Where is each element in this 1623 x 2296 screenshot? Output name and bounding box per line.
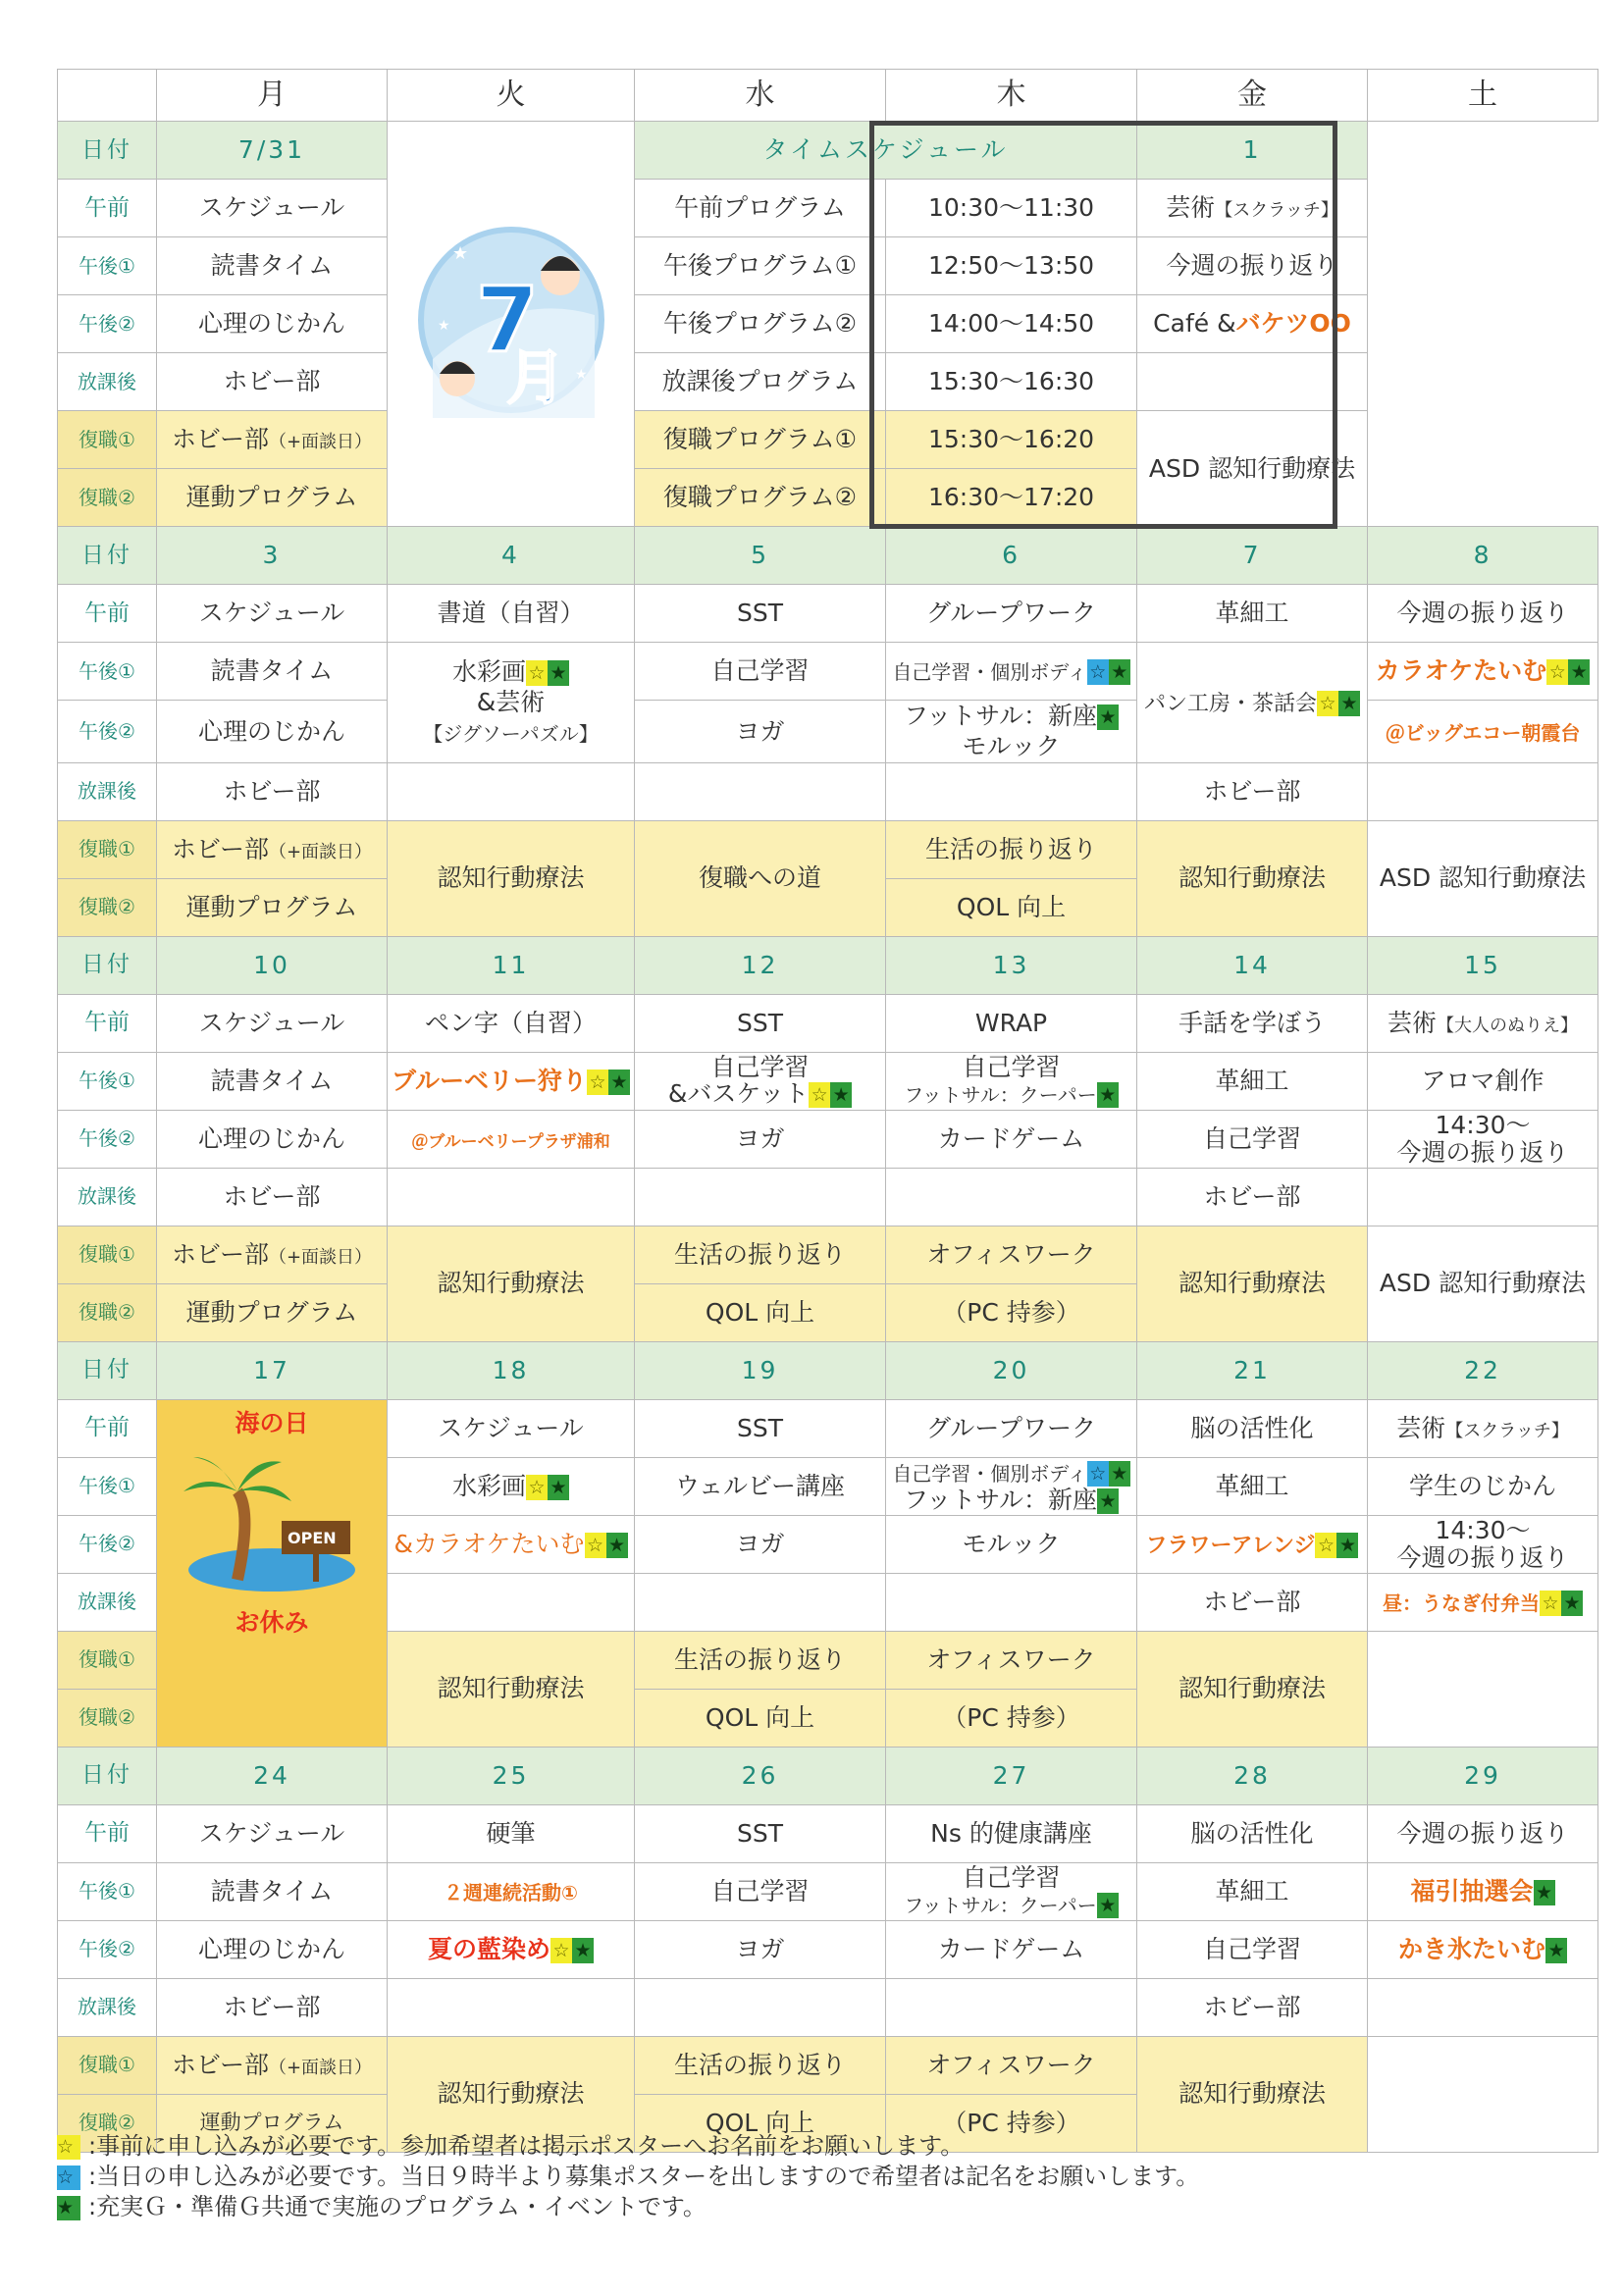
- program-cell: 芸術【スクラッチ】: [1368, 1399, 1598, 1457]
- program-cell: 生活の振り返り: [635, 2036, 886, 2094]
- date-cell: 26: [635, 1747, 886, 1804]
- program-cell: ホビー部（+面談日）: [157, 411, 388, 469]
- row-label-pm2: 午後②: [58, 701, 157, 763]
- ts-time: 15:30〜16:20: [886, 411, 1137, 469]
- program-cell: QOL 向上: [635, 1283, 886, 1341]
- star-yellow-icon: ☆: [1315, 1533, 1336, 1558]
- program-cell: QOL 向上: [886, 878, 1137, 936]
- month-logo-cell: [388, 122, 635, 527]
- week5-pm2-row: [58, 1920, 1598, 1978]
- program-cell: ASD 認知行動療法: [1137, 411, 1368, 527]
- star-green-icon: ★: [1097, 704, 1119, 730]
- ts-name: 午前プログラム: [635, 180, 886, 237]
- row-label-after: 放課後: [58, 1168, 157, 1226]
- program-cell: （PC 持参）: [886, 1283, 1137, 1341]
- logo-text: 7: [475, 268, 542, 374]
- row-label-pm2: 午後②: [58, 1515, 157, 1573]
- day-header-fri: 金: [1137, 70, 1368, 122]
- svg-text:月: 月: [505, 344, 568, 414]
- date-cell: 11: [388, 936, 635, 994]
- program-cell: フラワーアレンジ ☆ ★: [1137, 1515, 1368, 1573]
- date-cell: 19: [635, 1341, 886, 1399]
- legend: [57, 2131, 1199, 2222]
- row-label-after: 放課後: [58, 762, 157, 820]
- star-yellow-icon: ☆: [1540, 1591, 1561, 1616]
- program-cell: 生活の振り返り: [635, 1631, 886, 1689]
- program-cell: カードゲーム: [886, 1110, 1137, 1168]
- program-cell: 自己学習 フットサル：クーパー ★: [886, 1862, 1137, 1920]
- program-cell: 復職への道: [635, 820, 886, 936]
- week5-am-row: [58, 1804, 1598, 1862]
- date-cell: 21: [1137, 1341, 1368, 1399]
- week4-am-row: [58, 1399, 1598, 1457]
- program-cell: ウェルビー講座: [635, 1457, 886, 1515]
- day-header-thu: 木: [886, 70, 1137, 122]
- program-cell: 読書タイム: [157, 1052, 388, 1110]
- star-green-icon: ★: [606, 1533, 628, 1558]
- program-cell: 心理のじかん: [157, 701, 388, 763]
- star-yellow-icon: ☆: [809, 1082, 830, 1108]
- row-label-am: 午前: [58, 994, 157, 1052]
- row-label-after: 放課後: [58, 1978, 157, 2036]
- star-yellow-icon: ☆: [526, 1475, 548, 1500]
- row-label-pm1: 午後①: [58, 643, 157, 701]
- date-cell: 14: [1137, 936, 1368, 994]
- program-cell: 認知行動療法: [1137, 1226, 1368, 1341]
- date-cell: 17: [157, 1341, 388, 1399]
- program-cell: ヨガ: [635, 1920, 886, 1978]
- program-cell: ホビー部: [157, 1978, 388, 2036]
- star-yellow-icon: ☆: [57, 2135, 80, 2160]
- date-cell: 28: [1137, 1747, 1368, 1804]
- row-label-re2: 復職②: [58, 1689, 157, 1747]
- program-cell: 自己学習: [635, 643, 886, 701]
- star-yellow-icon: ☆: [1317, 691, 1338, 716]
- program-cell: 革細工: [1137, 1457, 1368, 1515]
- week2-after-row: [58, 762, 1598, 820]
- row-label-am: 午前: [58, 585, 157, 643]
- timeschedule-title: タイムスケジュール: [635, 122, 1137, 180]
- week1-re1-row: [58, 411, 1598, 469]
- program-cell: QOL 向上: [635, 1689, 886, 1747]
- legend-item-green: ★ :充実Ｇ・準備Ｇ共通で実施のプログラム・イベントです。: [57, 2193, 707, 2220]
- weekday-header-row: [58, 70, 1598, 122]
- row-label-re1: 復職①: [58, 1631, 157, 1689]
- star-green-icon: ★: [1534, 1880, 1555, 1905]
- empty-cell: [635, 1168, 886, 1226]
- program-cell: ホビー部（+面談日）: [157, 1226, 388, 1283]
- svg-text:★: ★: [451, 243, 471, 265]
- star-green-icon: ★: [1336, 1533, 1358, 1558]
- program-cell: スケジュール: [157, 994, 388, 1052]
- empty-cell: [1368, 1168, 1598, 1226]
- row-label-am: 午前: [58, 180, 157, 237]
- program-cell: 自己学習 &バスケット ☆ ★: [635, 1052, 886, 1110]
- program-cell: グループワーク: [886, 1399, 1137, 1457]
- program-cell: ASD 認知行動療法: [1368, 820, 1598, 936]
- program-cell: 読書タイム: [157, 1862, 388, 1920]
- row-label-re2: 復職②: [58, 2094, 157, 2152]
- week2-pm1-row: [58, 643, 1598, 701]
- program-cell: 革細工: [1137, 1862, 1368, 1920]
- star-yellow-icon: ☆: [550, 1938, 572, 1963]
- program-cell: SST: [635, 994, 886, 1052]
- program-cell: 運動プログラム: [157, 878, 388, 936]
- program-cell: 自己学習 フットサル：クーパー ★: [886, 1052, 1137, 1110]
- program-cell: スケジュール: [157, 1804, 388, 1862]
- program-cell: ２週連続活動①: [388, 1862, 635, 1920]
- star-green-icon: ★: [1097, 1488, 1119, 1514]
- row-label-pm1: 午後①: [58, 237, 157, 295]
- ts-name: 午後プログラム②: [635, 295, 886, 353]
- program-cell: 運動プログラム: [157, 469, 388, 527]
- empty-cell: [1368, 1978, 1598, 2036]
- program-cell: 14:30〜 今週の振り返り: [1368, 1110, 1598, 1168]
- row-label-re2: 復職②: [58, 1283, 157, 1341]
- star-green-icon: ★: [1097, 1893, 1119, 1918]
- week3-pm2-row: [58, 1110, 1598, 1168]
- week1-am-row: [58, 180, 1598, 237]
- program-cell: 14:30〜 今週の振り返り: [1368, 1515, 1598, 1573]
- program-cell: 自己学習・個別ボディ ☆ ★: [886, 643, 1137, 701]
- star-green-icon: ★: [548, 1475, 569, 1500]
- program-cell: （PC 持参）: [886, 1689, 1137, 1747]
- date-cell: 10: [157, 936, 388, 994]
- ts-time: 16:30〜17:20: [886, 469, 1137, 527]
- program-cell: オフィスワーク: [886, 1631, 1137, 1689]
- star-green-icon: ★: [1338, 691, 1360, 716]
- week5-date-row: [58, 1747, 1598, 1804]
- program-cell: 福引抽選会 ★: [1368, 1862, 1598, 1920]
- program-cell: 認知行動療法: [1137, 2036, 1368, 2152]
- week5-re1-row: [58, 2036, 1598, 2094]
- program-cell: 自己学習: [1137, 1110, 1368, 1168]
- star-blue-icon: ☆: [57, 2166, 80, 2190]
- star-yellow-icon: ☆: [526, 660, 548, 686]
- program-cell: ホビー部: [1137, 1168, 1368, 1226]
- row-label-pm2: 午後②: [58, 295, 157, 353]
- week3-re1-row: [58, 1226, 1598, 1283]
- date-cell: 24: [157, 1747, 388, 1804]
- program-cell: 運動プログラム: [157, 1283, 388, 1341]
- program-cell: ホビー部: [1137, 1978, 1368, 2036]
- program-cell: 脳の活性化: [1137, 1399, 1368, 1457]
- program-cell: ホビー部: [157, 1168, 388, 1226]
- program-cell: 書道（自習）: [388, 585, 635, 643]
- program-cell: 読書タイム: [157, 237, 388, 295]
- date-cell: 27: [886, 1747, 1137, 1804]
- program-cell: 水彩画 ☆ ★ &芸術 【ジグソーパズル】: [388, 643, 635, 763]
- program-cell: Ns 的健康講座: [886, 1804, 1137, 1862]
- row-label-pm2: 午後②: [58, 1920, 157, 1978]
- date-cell: 1: [1137, 122, 1368, 180]
- week5-pm1-row: [58, 1862, 1598, 1920]
- day-header-tue: 火: [388, 70, 635, 122]
- program-cell: フットサル：新座 ★ モルック: [886, 701, 1137, 763]
- row-label-after: 放課後: [58, 1573, 157, 1631]
- program-cell: 自己学習: [1137, 1920, 1368, 1978]
- row-label-pm2: 午後②: [58, 1110, 157, 1168]
- week3-am-row: [58, 994, 1598, 1052]
- row-label-after: 放課後: [58, 353, 157, 411]
- program-cell: （PC 持参）: [886, 2094, 1137, 2152]
- week5-after-row: [58, 1978, 1598, 2036]
- star-blue-icon: ☆: [1087, 659, 1109, 685]
- empty-cell: [886, 1978, 1137, 2036]
- empty-cell: [388, 1168, 635, 1226]
- empty-cell: [1137, 353, 1368, 411]
- svg-text:★: ★: [437, 318, 453, 335]
- program-cell: ASD 認知行動療法: [1368, 1226, 1598, 1341]
- row-label-date: 日付: [58, 122, 157, 180]
- date-cell: 4: [388, 527, 635, 585]
- holiday-title: 海の日: [235, 1408, 309, 1437]
- beach-palm-illustration: [179, 1452, 365, 1599]
- program-cell: 硬筆: [388, 1804, 635, 1862]
- program-cell: ホビー部（+面談日）: [157, 820, 388, 878]
- program-cell: ヨガ: [635, 1110, 886, 1168]
- program-cell: スケジュール: [388, 1399, 635, 1457]
- date-cell: 7: [1137, 527, 1368, 585]
- date-cell: 18: [388, 1341, 635, 1399]
- holiday-closed: お休み: [235, 1607, 309, 1637]
- ts-name: 復職プログラム①: [635, 411, 886, 469]
- program-cell: ＠ブルーベリープラザ浦和: [388, 1110, 635, 1168]
- program-cell: 芸術【大人のぬりえ】: [1368, 994, 1598, 1052]
- program-cell: ヨガ: [635, 701, 886, 763]
- row-label-date: 日付: [58, 1747, 157, 1804]
- program-cell: カラオケたいむ ☆ ★: [1368, 643, 1598, 701]
- date-cell: 13: [886, 936, 1137, 994]
- week2-am-row: [58, 585, 1598, 643]
- program-cell: 革細工: [1137, 585, 1368, 643]
- day-header-sat: 土: [1368, 70, 1598, 122]
- program-cell: 心理のじかん: [157, 1110, 388, 1168]
- program-cell: SST: [635, 585, 886, 643]
- program-cell: 運動プログラム: [157, 2094, 388, 2152]
- ts-time: 10:30〜11:30: [886, 180, 1137, 237]
- program-cell: 昼：うなぎ付弁当 ☆ ★: [1368, 1573, 1598, 1631]
- date-cell: 8: [1368, 527, 1598, 585]
- row-label-pm1: 午後①: [58, 1052, 157, 1110]
- empty-cell: [635, 1573, 886, 1631]
- ts-time: 14:00〜14:50: [886, 295, 1137, 353]
- empty-cell: [388, 1978, 635, 2036]
- program-cell: 手話を学ぼう: [1137, 994, 1368, 1052]
- program-cell: QOL 向上: [635, 2094, 886, 2152]
- program-cell: スケジュール: [157, 180, 388, 237]
- legend-item-yellow: ☆ :事前に申し込みが必要です。参加希望者は掲示ポスターへお名前をお願いします。: [57, 2132, 965, 2160]
- legend-item-blue: ☆ :当日の申し込みが必要です。当日９時半より募集ポスターを出しますので希望者は記名をお願いします。: [57, 2163, 1200, 2190]
- week3-after-row: [58, 1168, 1598, 1226]
- row-label-re1: 復職①: [58, 2036, 157, 2094]
- empty-cell: [886, 762, 1137, 820]
- program-cell: 革細工: [1137, 1052, 1368, 1110]
- program-cell: ホビー部: [157, 353, 388, 411]
- program-cell: 水彩画 ☆ ★: [388, 1457, 635, 1515]
- star-green-icon: ★: [1545, 1938, 1567, 1963]
- program-cell: Café &バケツOO: [1137, 295, 1368, 353]
- star-green-icon: ★: [57, 2196, 80, 2220]
- week2-re1-row: [58, 820, 1598, 878]
- row-label-re2: 復職②: [58, 469, 157, 527]
- program-cell: ペン字（自習）: [388, 994, 635, 1052]
- day-header-mon: 月: [157, 70, 388, 122]
- empty-cell: [1368, 762, 1598, 820]
- program-cell: ブルーベリー狩り ☆ ★: [388, 1052, 635, 1110]
- program-cell: 認知行動療法: [1137, 820, 1368, 936]
- program-cell: グループワーク: [886, 585, 1137, 643]
- program-cell: ホビー部（+面談日）: [157, 2036, 388, 2094]
- star-green-icon: ★: [1109, 1461, 1130, 1487]
- july-tanabata-logo: [413, 222, 609, 418]
- program-cell: 芸術【スクラッチ】: [1137, 180, 1368, 237]
- week2-date-row: [58, 527, 1598, 585]
- date-cell: 20: [886, 1341, 1137, 1399]
- ts-time: 12:50〜13:50: [886, 237, 1137, 295]
- week1-after-row: [58, 353, 1598, 411]
- empty-cell: [635, 762, 886, 820]
- empty-cell: [1368, 1631, 1598, 1747]
- week1-date-row: [58, 122, 1598, 180]
- program-cell: 脳の活性化: [1137, 1804, 1368, 1862]
- program-cell: オフィスワーク: [886, 1226, 1137, 1283]
- program-cell: 認知行動療法: [388, 1226, 635, 1341]
- date-cell: 7/31: [157, 122, 388, 180]
- ts-time: 15:30〜16:30: [886, 353, 1137, 411]
- svg-text:★: ★: [574, 367, 591, 384]
- program-cell: 自己学習・個別ボディ ☆ ★ フットサル：新座 ★: [886, 1457, 1137, 1515]
- program-cell: ホビー部: [157, 762, 388, 820]
- star-yellow-icon: ☆: [585, 1533, 606, 1558]
- date-cell: 25: [388, 1747, 635, 1804]
- program-cell: 学生のじかん: [1368, 1457, 1598, 1515]
- program-cell: かき氷たいむ ★: [1368, 1920, 1598, 1978]
- program-cell: 今週の振り返り: [1137, 237, 1368, 295]
- program-cell: ホビー部: [1137, 1573, 1368, 1631]
- date-cell: 12: [635, 936, 886, 994]
- empty-cell: [886, 1573, 1137, 1631]
- star-yellow-icon: ☆: [587, 1070, 608, 1095]
- star-green-icon: ★: [608, 1070, 630, 1095]
- date-cell: 22: [1368, 1341, 1598, 1399]
- program-cell: ヨガ: [635, 1515, 886, 1573]
- holiday-cell: [157, 1399, 388, 1747]
- program-cell: オフィスワーク: [886, 2036, 1137, 2094]
- week4-date-row: [58, 1341, 1598, 1399]
- week3-date-row: [58, 936, 1598, 994]
- star-yellow-icon: ☆: [1546, 659, 1568, 685]
- ts-name: 放課後プログラム: [635, 353, 886, 411]
- empty-cell: [886, 1168, 1137, 1226]
- row-label-re1: 復職①: [58, 820, 157, 878]
- program-cell: &カラオケたいむ ☆ ★: [388, 1515, 635, 1573]
- star-green-icon: ★: [548, 660, 569, 686]
- star-green-icon: ★: [572, 1938, 594, 1963]
- empty-cell: [1368, 2036, 1598, 2152]
- star-green-icon: ★: [830, 1082, 852, 1108]
- star-green-icon: ★: [1097, 1082, 1119, 1108]
- program-cell: 生活の振り返り: [886, 820, 1137, 878]
- date-cell: 3: [157, 527, 388, 585]
- program-cell: 自己学習: [635, 1862, 886, 1920]
- row-label-date: 日付: [58, 1341, 157, 1399]
- program-cell: 今週の振り返り: [1368, 1804, 1598, 1862]
- program-cell: パン工房・茶話会 ☆ ★: [1137, 643, 1368, 763]
- program-cell: 夏の藍染め ☆ ★: [388, 1920, 635, 1978]
- program-cell: アロマ創作: [1368, 1052, 1598, 1110]
- date-cell: 6: [886, 527, 1137, 585]
- program-cell: 認知行動療法: [1137, 1631, 1368, 1747]
- star-green-icon: ★: [1568, 659, 1590, 685]
- program-cell: WRAP: [886, 994, 1137, 1052]
- program-cell: 認知行動療法: [388, 2036, 635, 2152]
- date-cell: 29: [1368, 1747, 1598, 1804]
- corner-cell: [58, 70, 157, 122]
- day-header-wed: 水: [635, 70, 886, 122]
- row-label-date: 日付: [58, 936, 157, 994]
- empty-cell: [388, 1573, 635, 1631]
- row-label-pm1: 午後①: [58, 1457, 157, 1515]
- program-cell: SST: [635, 1804, 886, 1862]
- program-cell: カードゲーム: [886, 1920, 1137, 1978]
- monthly-schedule-table: [57, 69, 1598, 2153]
- star-blue-icon: ☆: [1087, 1461, 1109, 1487]
- ts-name: 復職プログラム②: [635, 469, 886, 527]
- star-green-icon: ★: [1109, 659, 1130, 685]
- row-label-date: 日付: [58, 527, 157, 585]
- program-cell: ホビー部: [1137, 762, 1368, 820]
- program-cell: 認知行動療法: [388, 820, 635, 936]
- date-cell: 15: [1368, 936, 1598, 994]
- star-green-icon: ★: [1561, 1591, 1583, 1616]
- ts-name: 午後プログラム①: [635, 237, 886, 295]
- program-cell: 心理のじかん: [157, 295, 388, 353]
- row-label-re1: 復職①: [58, 411, 157, 469]
- row-label-am: 午前: [58, 1399, 157, 1457]
- program-cell: SST: [635, 1399, 886, 1457]
- empty-cell: [388, 762, 635, 820]
- week3-pm1-row: [58, 1052, 1598, 1110]
- program-cell: ＠ビッグエコー朝霞台: [1368, 701, 1598, 763]
- row-label-pm1: 午後①: [58, 1862, 157, 1920]
- program-cell: 認知行動療法: [388, 1631, 635, 1747]
- program-cell: 心理のじかん: [157, 1920, 388, 1978]
- row-label-re2: 復職②: [58, 878, 157, 936]
- program-cell: モルック: [886, 1515, 1137, 1573]
- program-cell: 読書タイム: [157, 643, 388, 701]
- empty-cell: [635, 1978, 886, 2036]
- open-sign-text: OPEN: [288, 1528, 337, 1547]
- program-cell: 生活の振り返り: [635, 1226, 886, 1283]
- row-label-am: 午前: [58, 1804, 157, 1862]
- row-label-re1: 復職①: [58, 1226, 157, 1283]
- week1-pm2-row: [58, 295, 1598, 353]
- date-cell: 5: [635, 527, 886, 585]
- program-cell: 今週の振り返り: [1368, 585, 1598, 643]
- week1-pm1-row: [58, 237, 1598, 295]
- week2-pm2-row: [58, 701, 1598, 763]
- program-cell: スケジュール: [157, 585, 388, 643]
